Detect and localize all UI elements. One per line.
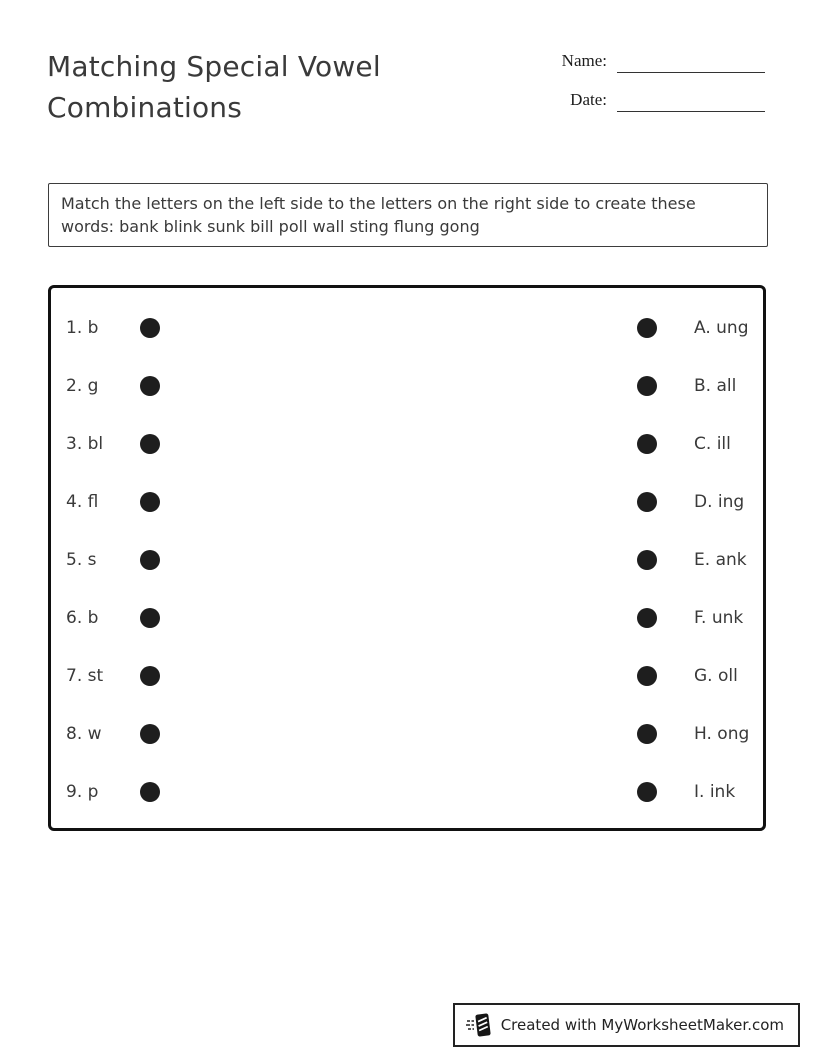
left-match-dot-1[interactable] [140, 318, 160, 338]
right-item-label: G. oll [694, 666, 738, 686]
right-match-dot-H[interactable] [637, 724, 657, 744]
left-match-dot-8[interactable] [140, 724, 160, 744]
name-label: Name: [561, 51, 607, 70]
right-item-label: E. ank [694, 550, 747, 570]
right-match-dot-B[interactable] [637, 376, 657, 396]
match-row-1 [66, 299, 763, 357]
left-match-dot-3[interactable] [140, 434, 160, 454]
right-match-dot-I[interactable] [637, 782, 657, 802]
left-match-dot-2[interactable] [140, 376, 160, 396]
left-item-label: 1. b [66, 318, 99, 338]
matching-exercise-box [48, 285, 766, 831]
right-item-label: D. ing [694, 492, 745, 512]
date-field-row [562, 89, 765, 112]
right-item-label: H. ong [694, 724, 750, 744]
page-title: Matching Special Vowel Combinations [47, 50, 381, 124]
instructions-text: Match the letters on the left side to the letters on the right side to create these words: bank blink sunk bill poll wall sting flung gong [61, 194, 696, 236]
match-row-9 [66, 763, 763, 821]
match-row-6 [66, 589, 763, 647]
left-item-label: 9. p [66, 782, 99, 802]
right-match-dot-C[interactable] [637, 434, 657, 454]
match-row-7 [66, 647, 763, 705]
right-match-dot-A[interactable] [637, 318, 657, 338]
match-row-4 [66, 473, 763, 531]
left-item-label: 7. st [66, 666, 104, 686]
date-label: Date: [570, 90, 607, 109]
right-match-dot-G[interactable] [637, 666, 657, 686]
right-item-label: I. ink [694, 782, 736, 802]
left-item-label: 8. w [66, 724, 102, 744]
credit-text: Created with MyWorksheetMaker.com [500, 1016, 784, 1034]
credit-badge [453, 1003, 800, 1047]
match-row-8 [66, 705, 763, 763]
left-match-dot-5[interactable] [140, 550, 160, 570]
right-match-dot-E[interactable] [637, 550, 657, 570]
left-item-label: 4. fl [66, 492, 99, 512]
right-item-label: A. ung [694, 318, 749, 338]
date-input-line[interactable] [617, 92, 765, 112]
right-match-dot-F[interactable] [637, 608, 657, 628]
worksheet-maker-logo-icon [466, 1012, 493, 1038]
right-match-dot-D[interactable] [637, 492, 657, 512]
match-row-3 [66, 415, 763, 473]
left-item-label: 6. b [66, 608, 99, 628]
match-row-5 [66, 531, 763, 589]
left-match-dot-6[interactable] [140, 608, 160, 628]
left-match-dot-7[interactable] [140, 666, 160, 686]
match-row-2 [66, 357, 763, 415]
right-item-label: C. ill [694, 434, 731, 454]
right-item-label: B. all [694, 376, 737, 396]
left-item-label: 3. bl [66, 434, 104, 454]
left-match-dot-9[interactable] [140, 782, 160, 802]
right-item-label: F. unk [694, 608, 744, 628]
name-input-line[interactable] [617, 53, 765, 73]
header-fields [562, 50, 765, 128]
instructions-box [48, 183, 768, 247]
left-item-label: 5. s [66, 550, 97, 570]
name-field-row [562, 50, 765, 73]
left-item-label: 2. g [66, 376, 99, 396]
left-match-dot-4[interactable] [140, 492, 160, 512]
